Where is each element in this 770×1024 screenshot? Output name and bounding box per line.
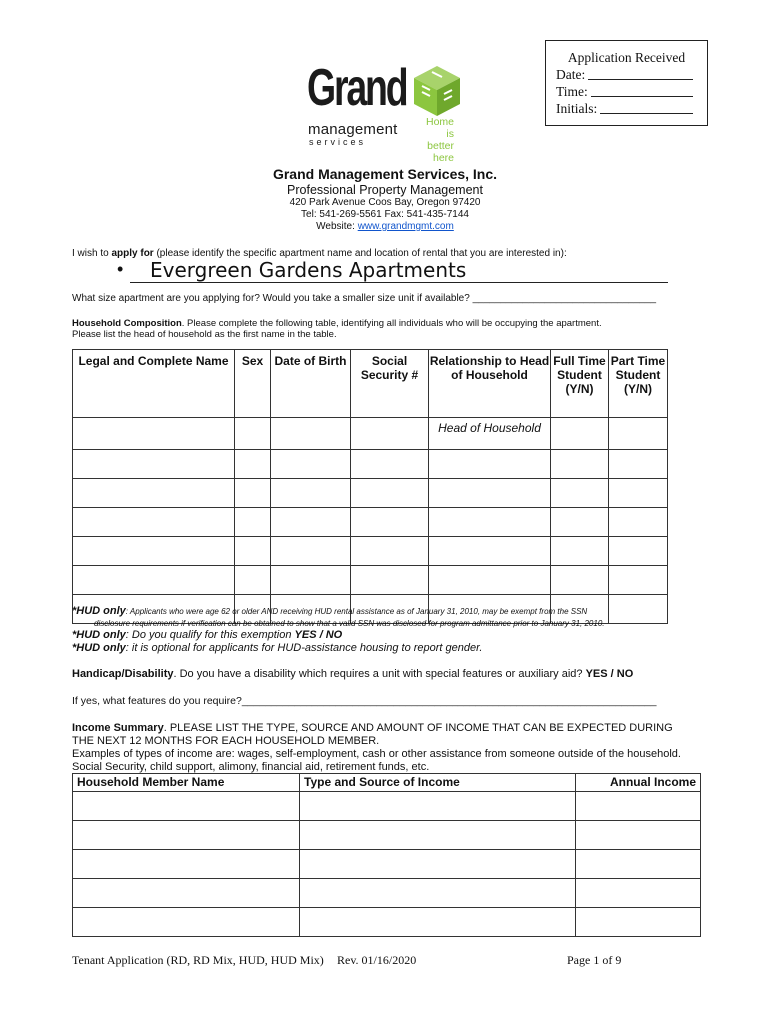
table-row: [73, 908, 701, 937]
logo-services: services: [309, 137, 367, 147]
tagline-line-2: is better: [427, 128, 454, 152]
apply-bold: apply for: [111, 248, 154, 259]
footer-revision: Rev. 01/16/2020: [337, 953, 417, 967]
received-date-label: Date:: [556, 67, 586, 82]
hud-text-2: : Do you qualify for this exemption: [125, 629, 295, 641]
received-date-field[interactable]: [588, 66, 693, 80]
table-row: [73, 850, 701, 879]
household-table: [72, 349, 668, 624]
received-initials-label: Initials:: [556, 101, 598, 116]
table-row: [73, 821, 701, 850]
col-name: Legal and Complete Name: [73, 350, 235, 418]
features-question[interactable]: If yes, what features do you require?_______________________________________________________________________: [72, 695, 657, 707]
company-subtitle: Professional Property Management: [287, 183, 483, 197]
table-row: [73, 479, 668, 508]
table-row: [73, 566, 668, 595]
income-summary: [72, 722, 692, 774]
apply-suffix: (please identify the specific apartment name and location of rental that you are interested in):: [153, 248, 567, 259]
company-address: 420 Park Avenue Coos Bay, Oregon 97420: [289, 197, 481, 208]
tagline-line-1: Home: [425, 116, 454, 128]
footer-page-number: Page 1 of 9: [567, 953, 622, 967]
logo-wordmark: Grand: [307, 59, 407, 117]
handicap-question: [72, 668, 633, 680]
income-text-1: . PLEASE LIST THE TYPE, SOURCE AND AMOUNT OF INCOME THAT CAN BE EXPECTED DURING THE NEXT 12 MONTHS FOR EACH HOUSEHOLD MEMBER.: [72, 722, 673, 747]
col-relationship: Relationship to Head of Household: [429, 350, 551, 418]
hud-label-2: *HUD only: [72, 629, 126, 641]
col-annual-income: Annual Income: [576, 774, 701, 792]
hud-label-3: *HUD only: [72, 642, 126, 654]
household-heading: Household Composition: [72, 318, 182, 329]
col-full-time: Full Time Student (Y/N): [551, 350, 609, 418]
household-text: . Please complete the following table, identifying all individuals who will be occupying the apartment.: [181, 318, 602, 329]
income-text-2: Examples of types of income are: wages, self-employment, cash or other assistance from someone outside of the household. Social Security, child support, alimony, financial aid, retirement funds, etc.: [72, 748, 681, 773]
hud-note-2: [72, 629, 342, 641]
hud-note-1: [72, 605, 587, 617]
company-name: Grand Management Services, Inc.: [272, 166, 498, 182]
hud-note-3: [72, 642, 482, 654]
hud-text-3: : it is optional for applicants for HUD-assistance housing to report gender.: [125, 642, 483, 654]
income-table: [72, 773, 701, 937]
hud-label-1: *HUD only: [72, 605, 126, 617]
col-part-time: Part Time Student (Y/N): [609, 350, 668, 418]
website-link[interactable]: www.grandmgmt.com: [357, 221, 454, 232]
col-member-name: Household Member Name: [73, 774, 300, 792]
col-sex: Sex: [235, 350, 271, 418]
household-text-2: Please list the head of household as the first name in the table.: [72, 329, 337, 340]
household-instructions: [72, 318, 672, 340]
table-row: [73, 418, 668, 450]
logo-management: management: [308, 121, 398, 138]
apartment-size-question: What size apartment are you applying for? Would you take a smaller size unit if available? _________________________________: [72, 293, 657, 304]
bullet-icon: •: [117, 259, 124, 279]
company-phones: Tel: 541-269-5561 Fax: 541-435-7144: [301, 209, 469, 220]
col-dob: Date of Birth: [271, 350, 351, 418]
col-income-source: Type and Source of Income: [300, 774, 576, 792]
website-label: Website:: [316, 221, 355, 232]
col-ssn: Social Security #: [351, 350, 429, 418]
handicap-label: Handicap/Disability: [72, 668, 174, 680]
apartment-name-field[interactable]: Evergreen Gardens Apartments: [130, 258, 668, 283]
table-row: [73, 508, 668, 537]
hud-text-1: : Applicants who were age 62 or older AND receiving HUD rental assistance as of January 31, 2010, may be exempt from the SSN: [125, 607, 588, 616]
table-row: [73, 450, 668, 479]
application-received-box: [545, 40, 708, 126]
hud-note-1b: disclosure requirements if verification can be obtained to show that a valid SSN was disclosed for program admittance prior to January 31, 2010.: [94, 619, 605, 628]
hud-yes-no[interactable]: YES / NO: [294, 629, 343, 641]
handicap-yes-no[interactable]: YES / NO: [585, 668, 634, 680]
footer-form-name: Tenant Application (RD, RD Mix, HUD, HUD Mix): [72, 953, 324, 967]
received-time-field[interactable]: [591, 83, 693, 97]
tagline-line-3: here: [432, 152, 454, 164]
logo-cube-icon: [412, 64, 462, 118]
logo-tagline: [422, 116, 454, 164]
table-row: [73, 879, 701, 908]
received-title: Application Received: [567, 50, 686, 65]
company-contact: [0, 197, 770, 233]
table-row: [73, 792, 701, 821]
received-time-label: Time:: [556, 84, 588, 99]
received-initials-field[interactable]: [600, 100, 693, 114]
handicap-text: . Do you have a disability which requires a unit with special features or auxiliary aid?: [173, 668, 586, 680]
apply-prefix: I wish to: [72, 248, 112, 259]
head-of-household-cell: Head of Household: [429, 418, 551, 450]
table-row: [73, 537, 668, 566]
income-label: Income Summary: [72, 722, 164, 734]
